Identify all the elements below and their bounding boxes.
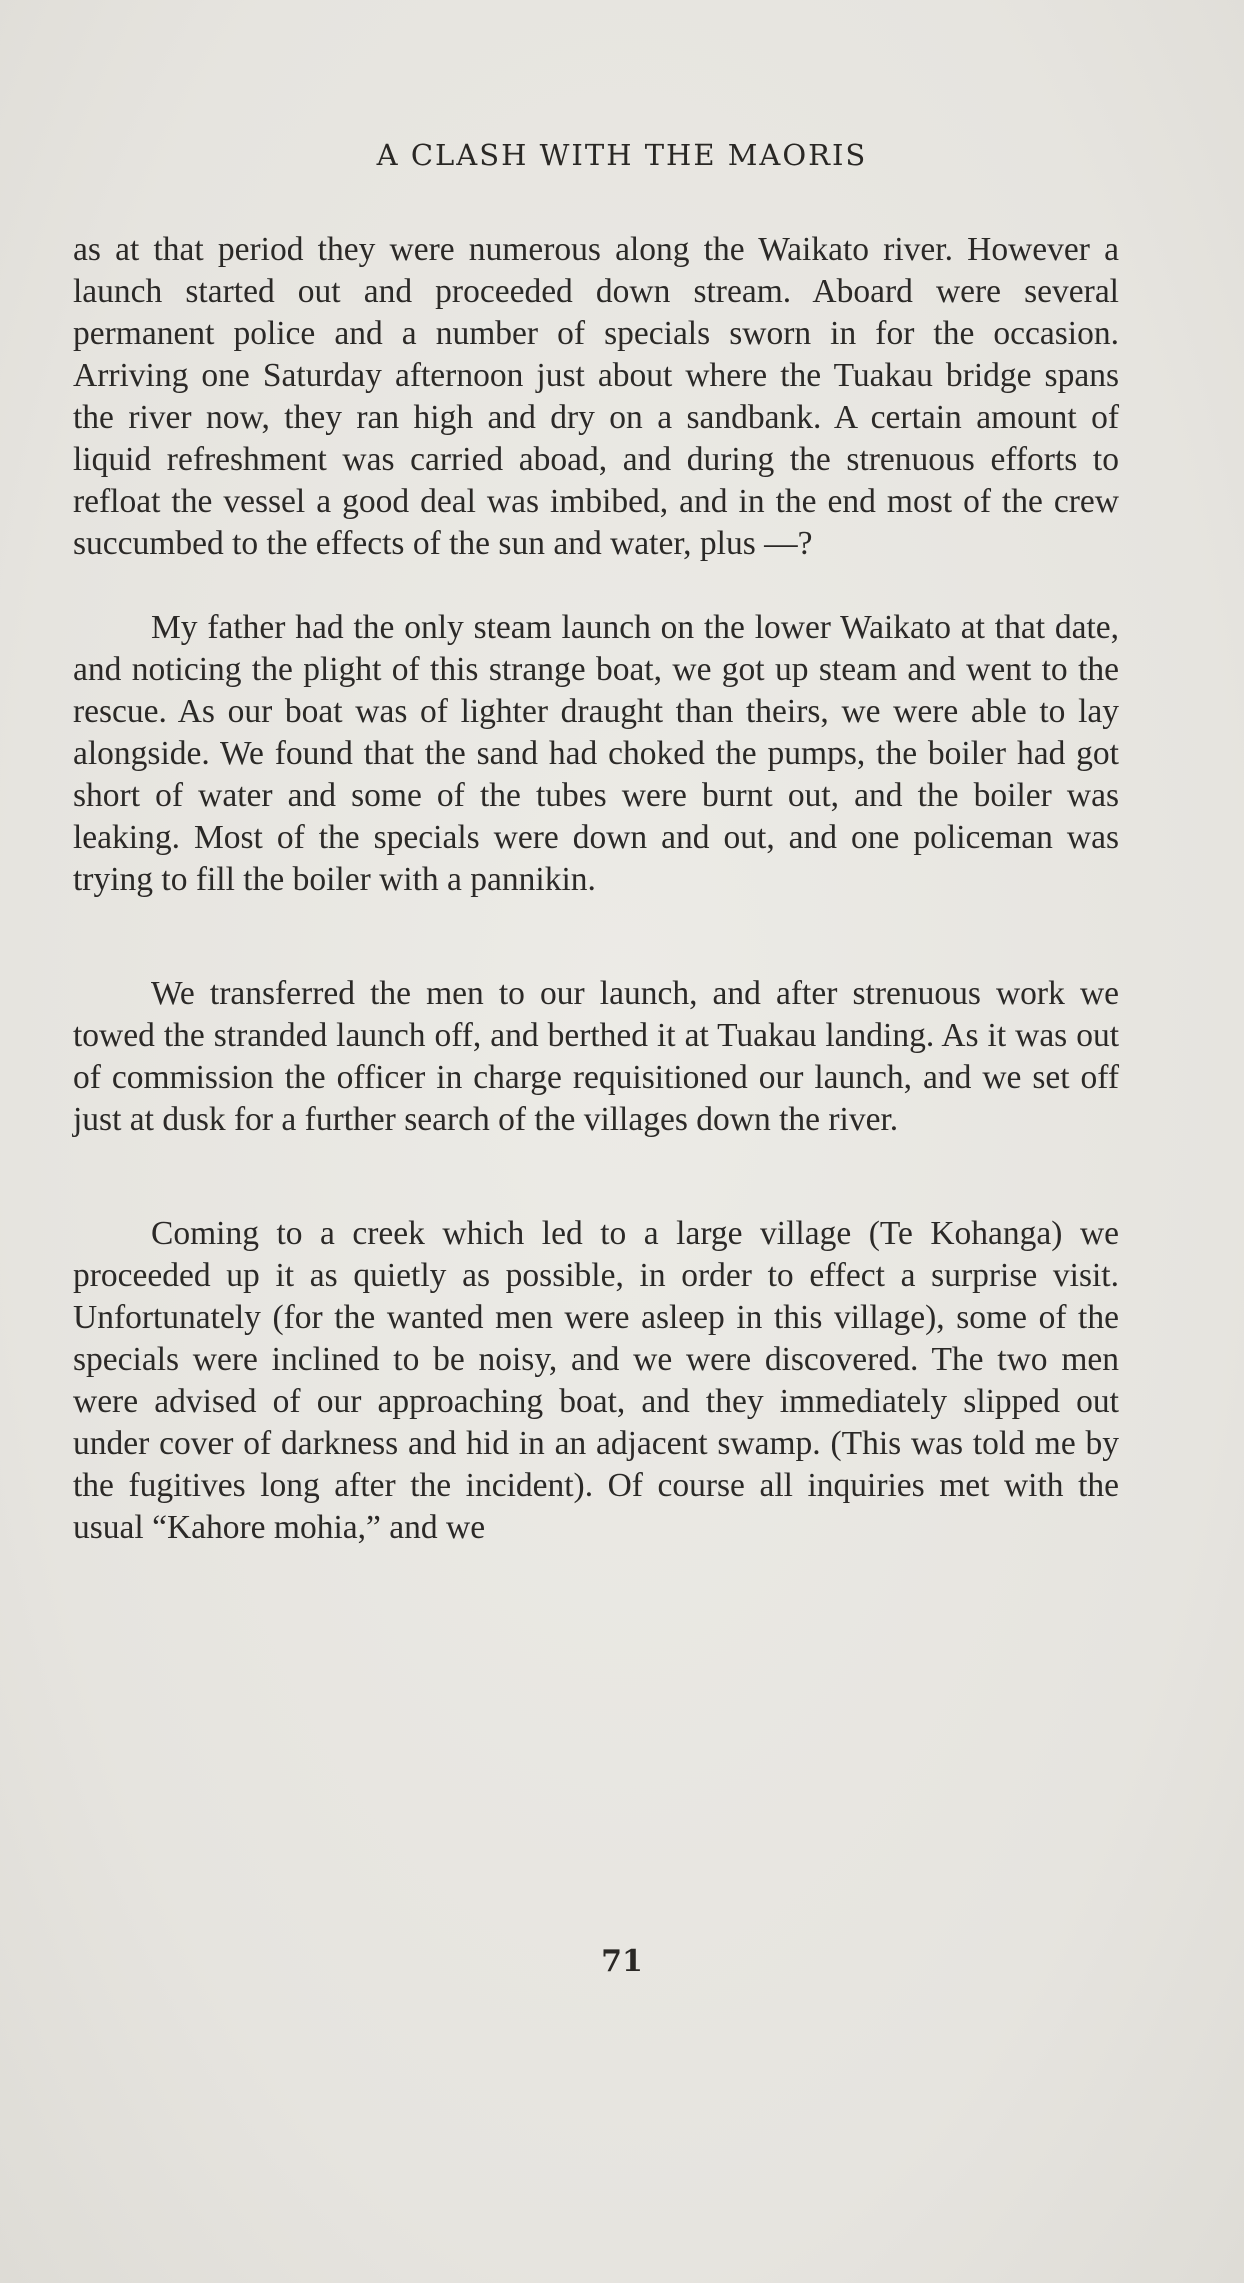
body-text bbox=[73, 229, 1119, 1549]
paragraph-4: Coming to a creek which led to a large village (Te Kohanga) we proceeded up it as quietly as possible, in order to effect a surprise visit. Unfortunately (for the wanted men were asleep in this village), some of the specials were inclined to be noisy, and we were discovered. The two men were advised of our approaching boat, and they immediately slipped out under cover of darkness and hid in an adjacent swamp. (This was told me by the fugitives long after the incident). Of course all inquiries met with the usual “Kahore mohia,” and we bbox=[73, 1215, 1119, 1546]
paragraph-1: as at that period they were numerous along the Waikato river. However a launch started out and proceeded down stream. Aboard were several permanent police and a number of specials sworn in for the occasion. Arriving one Saturday afternoon just about where the Tuakau bridge spans the river now, they ran high and dry on a sandbank. A certain amount of liquid refreshment was carried aboad, and during the strenuous efforts to refloat the vessel a good deal was imbibed, and in the end most of the crew succumbed to the effects of the sun and water, plus —? bbox=[73, 231, 1119, 562]
paragraph-2: My father had the only steam launch on the lower Waikato at that date, and noticing the plight of this strange boat, we got up steam and went to the rescue. As our boat was of lighter draught than theirs, we were able to lay alongside. We found that the sand had choked the pumps, the boiler had got short of water and some of the tubes were burnt out, and the boiler was leaking. Most of the specials were down and out, and one policeman was trying to fill the boiler with a pannikin. bbox=[73, 609, 1119, 898]
running-title: A CLASH WITH THE MAORIS bbox=[376, 138, 868, 172]
paragraph-3: We transferred the men to our launch, and after strenuous work we towed the stranded launch off, and berthed it at Tuakau landing. As it was out of commission the officer in charge requisitioned our launch, and we set off just at dusk for a further search of the villages down the river. bbox=[73, 975, 1119, 1138]
page-number: 71 bbox=[601, 1944, 643, 1979]
